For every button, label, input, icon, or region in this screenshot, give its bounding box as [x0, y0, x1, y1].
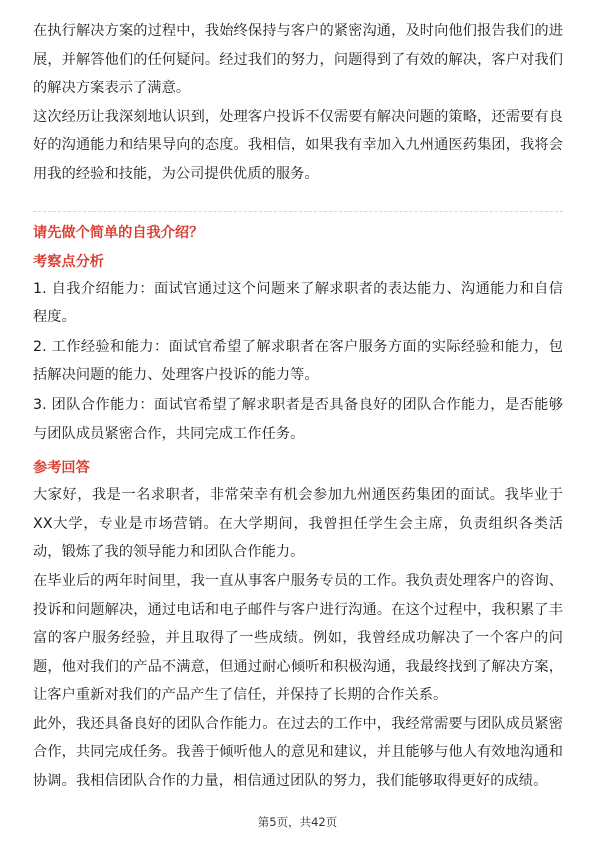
- answer-heading: 参考回答: [33, 460, 90, 477]
- intro-paragraph: 这次经历让我深刻地认识到，处理客户投诉不仅需要有解决问题的策略，还需要有良好的沟通能力和结果导向的态度。我相信，如果我有幸加入九州通医药集团，我将会用我的经验和技能，为公司提供优质的服务。: [33, 108, 563, 182]
- analysis-item: 2. 工作经验和能力：面试官希望了解求职者在客户服务方面的实际经验和能力，包括解决问题的能力、处理客户投诉的能力等。: [33, 338, 563, 384]
- question-title: 请先做个简单的自我介绍？: [33, 224, 204, 241]
- answer-paragraph: 在毕业后的两年时间里，我一直从事客户服务专员的工作。我负责处理客户的咨询、投诉和问题解决，通过电话和电子邮件与客户进行沟通。在这个过程中，我积累了丰富的客户服务经验，并且取得了一些成绩。例如，我曾经成功解决了一个客户的问题，他对我们的产品不满意，但通过耐心倾听和积极沟通，我最终找到了解决方案，让客户重新对我们的产品产生了信任，并保持了长期的合作关系。: [33, 572, 563, 704]
- answer-paragraph: 此外，我还具备良好的团队合作能力。在过去的工作中，我经常需要与团队成员紧密合作，共同完成任务。我善于倾听他人的意见和建议，并且能够与他人有效地沟通和协调。我相信团队合作的力量，相信通过团队的努力，我们能够取得更好的成绩。: [33, 715, 563, 790]
- section-divider: [33, 211, 563, 212]
- analysis-item: 1. 自我介绍能力：面试官通过这个问题来了解求职者的表达能力、沟通能力和自信程度。: [33, 280, 563, 326]
- answer-body: [33, 481, 563, 796]
- analysis-list: [33, 275, 563, 449]
- page-content: [33, 17, 563, 796]
- analysis-heading: 考察点分析: [33, 253, 104, 270]
- intro-paragraph: 在执行解决方案的过程中，我始终保持与客户的紧密沟通，及时向他们报告我们的进展，并解答他们的任何疑问。经过我们的努力，问题得到了有效的解决，客户对我们的解决方案表示了满意。: [33, 23, 563, 97]
- intro-section: [33, 17, 563, 189]
- analysis-item: 3. 团队合作能力：面试官希望了解求职者是否具备良好的团队合作能力，是否能够与团队成员紧密合作，共同完成工作任务。: [33, 396, 563, 442]
- answer-paragraph: 大家好，我是一名求职者，非常荣幸有机会参加九州通医药集团的面试。我毕业于XX大学，专业是市场营销。在大学期间，我曾担任学生会主席，负责组织各类活动，锻炼了我的领导能力和团队合作能力。: [33, 487, 563, 561]
- page-footer: 第5页，共42页: [257, 815, 338, 829]
